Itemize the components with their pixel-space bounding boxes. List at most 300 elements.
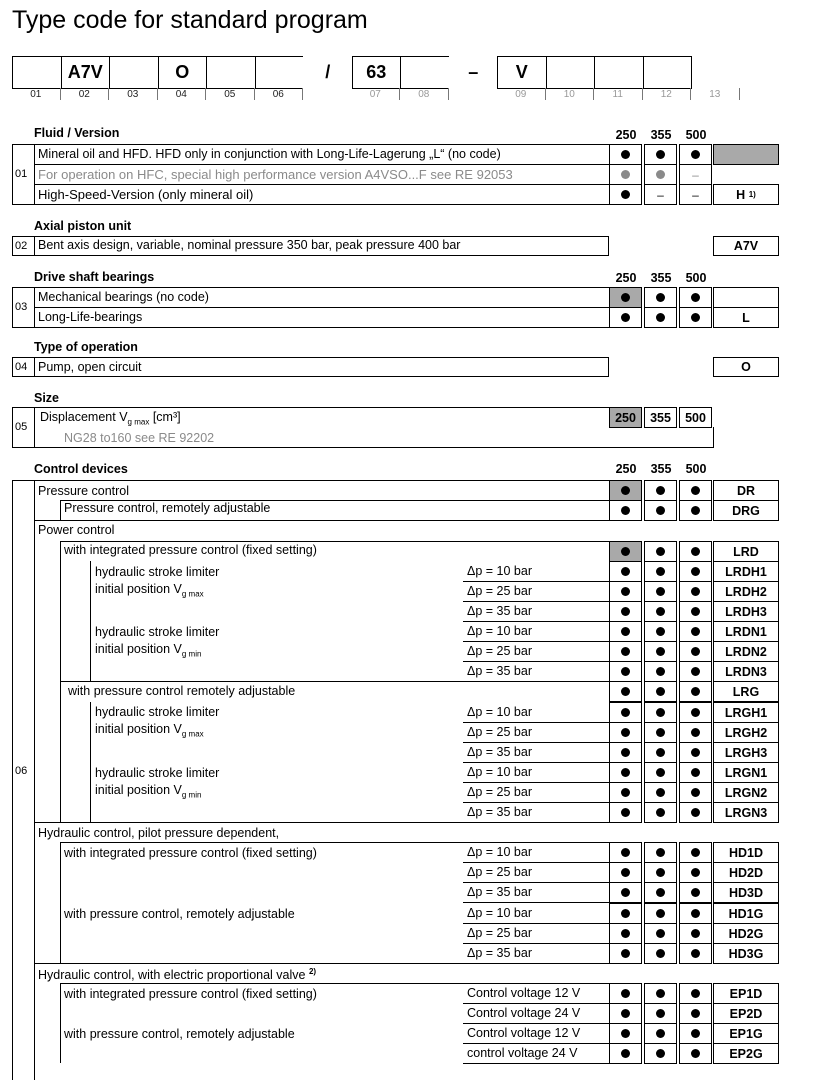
availability-dot	[621, 627, 630, 636]
availability-dot	[691, 150, 700, 159]
control-dot-cell-355	[644, 923, 677, 944]
control-dot-cell-355	[644, 802, 677, 823]
control-dot-cell-355	[644, 561, 677, 582]
control-dot-cell-500	[679, 943, 712, 964]
bearings-r1-500	[679, 287, 712, 308]
control-code: HD2D	[713, 862, 779, 883]
control-dot-cell-250	[609, 541, 642, 562]
fluid-code-high-speed	[713, 184, 779, 205]
position-number: 02	[61, 88, 110, 100]
row-number-04: 04	[15, 361, 28, 373]
operation-code: O	[713, 357, 779, 377]
control-dot-cell-250	[609, 762, 642, 783]
fluid-r3-500	[679, 184, 712, 205]
control-dot-cell-500	[679, 923, 712, 944]
label-stroke-limiter-2: hydraulic stroke limiter	[95, 625, 220, 639]
control-dot-cell-355	[644, 621, 677, 642]
col-header-250: 250	[615, 128, 637, 142]
label-power-control: Power control	[38, 523, 115, 537]
initial-position-text: initial position V	[95, 783, 182, 797]
control-dot-cell-355	[644, 641, 677, 662]
control-dot-cell-250	[609, 802, 642, 823]
fluid-row-hfc: For operation on HFC, special high performance version A4VSO...F see RE 92053	[38, 167, 513, 182]
availability-dot	[656, 748, 665, 757]
sub-g-min: g min	[181, 790, 202, 800]
control-condition: Δp = 10 bar	[467, 564, 532, 578]
availability-dot	[656, 170, 665, 179]
control-condition: control voltage 24 V	[467, 1046, 578, 1060]
availability-dot	[691, 1049, 700, 1058]
availability-dot	[656, 788, 665, 797]
control-dot-cell-500	[679, 541, 712, 562]
availability-dot	[691, 587, 700, 596]
bearings-r1-250	[609, 287, 642, 308]
label-pressure-control: Pressure control	[38, 484, 130, 498]
availability-dot	[621, 1009, 630, 1018]
control-dot-cell-355	[644, 1023, 677, 1044]
control-condition: Δp = 35 bar	[467, 664, 532, 678]
availability-dot	[691, 647, 700, 656]
control-code: HD2G	[713, 923, 779, 944]
availability-dot	[656, 150, 665, 159]
type-code-box: /	[303, 56, 353, 89]
control-dot-cell-250	[609, 641, 642, 662]
col-header-500: 500	[685, 128, 707, 142]
size-250: 250	[609, 407, 642, 428]
control-dot-cell-500	[679, 802, 712, 823]
availability-dot	[656, 627, 665, 636]
fluid-r2-500	[679, 164, 712, 185]
control-condition: Δp = 25 bar	[467, 584, 532, 598]
control-condition: Δp = 25 bar	[467, 785, 532, 799]
availability-dot	[691, 1009, 700, 1018]
label-hd-remote: with pressure control, remotely adjustable	[64, 907, 295, 921]
control-dot-cell-250	[609, 983, 642, 1004]
bearings-row-long-life: Long-Life-bearings	[38, 310, 143, 324]
availability-dot	[656, 949, 665, 958]
type-code-box: V	[497, 56, 547, 89]
availability-dot	[656, 848, 665, 857]
control-dot-cell-250	[609, 842, 642, 863]
control-dot-cell-250	[609, 782, 642, 803]
availability-dot	[621, 506, 630, 515]
sub-g-max: g max	[181, 589, 204, 599]
control-code: LRGN1	[713, 762, 779, 783]
position-number: 08	[400, 88, 449, 100]
label-ep-remote: with pressure control, remotely adjustable	[64, 1027, 295, 1041]
fluid-r3-250	[609, 184, 642, 205]
availability-dot	[621, 1049, 630, 1058]
availability-dot	[621, 868, 630, 877]
control-condition: Control voltage 12 V	[467, 1026, 581, 1040]
control-code: EP1G	[713, 1023, 779, 1044]
type-code-box	[12, 56, 62, 89]
control-dot-cell-500	[679, 1023, 712, 1044]
type-code-box: 63	[352, 56, 402, 89]
control-dot-cell-500	[679, 1003, 712, 1024]
control-condition: Δp = 10 bar	[467, 765, 532, 779]
availability-dot	[691, 607, 700, 616]
availability-dot	[691, 929, 700, 938]
control-dot-cell-355	[644, 1043, 677, 1064]
availability-dot	[691, 808, 700, 817]
section-axial-title: Axial piston unit	[34, 219, 132, 233]
axial-code: A7V	[713, 236, 779, 256]
control-dot-cell-500	[679, 601, 712, 622]
label-hydraulic-electric	[38, 967, 316, 982]
control-code: LRGH1	[713, 702, 779, 723]
control-dot-cell-250	[609, 1043, 642, 1064]
availability-dot	[656, 587, 665, 596]
control-dot-cell-355	[644, 1003, 677, 1024]
control-dot-cell-500	[679, 621, 712, 642]
availability-dot	[691, 293, 700, 302]
label-hd-integrated: with integrated pressure control (fixed setting)	[64, 846, 317, 860]
availability-dot	[691, 567, 700, 576]
fluid-r2-250	[609, 164, 642, 185]
control-condition: Δp = 35 bar	[467, 946, 532, 960]
control-condition: Control voltage 12 V	[467, 986, 581, 1000]
control-dot-cell-500	[679, 862, 712, 883]
control-dot-cell-250	[609, 621, 642, 642]
control-dot-cell-250	[609, 500, 642, 521]
fluid-r3-355	[644, 184, 677, 205]
col-header-355: 355	[650, 462, 672, 476]
availability-dot	[656, 1009, 665, 1018]
type-code-box: –	[449, 56, 499, 89]
control-dot-cell-250	[609, 1023, 642, 1044]
control-code: LRDH3	[713, 601, 779, 622]
availability-dot	[621, 687, 630, 696]
control-dot-cell-355	[644, 862, 677, 883]
availability-dot	[691, 909, 700, 918]
control-dot-cell-250	[609, 702, 642, 723]
control-dot-cell-355	[644, 983, 677, 1004]
label-initial-position-2	[95, 642, 201, 659]
position-number: 07	[352, 88, 401, 100]
availability-dot	[621, 708, 630, 717]
footnote-1: 1)	[748, 190, 756, 199]
control-condition: Δp = 25 bar	[467, 725, 532, 739]
control-dot-cell-500	[679, 561, 712, 582]
availability-dot	[621, 667, 630, 676]
control-dot-cell-355	[644, 782, 677, 803]
control-dot-cell-355	[644, 702, 677, 723]
availability-dot	[621, 607, 630, 616]
type-code-box: A7V	[61, 56, 111, 89]
bearings-r1-355	[644, 287, 677, 308]
control-dot-cell-355	[644, 842, 677, 863]
availability-dot	[621, 888, 630, 897]
control-dot-cell-250	[609, 480, 642, 501]
availability-dot	[621, 768, 630, 777]
section-control-title: Control devices	[34, 462, 128, 476]
fluid-row-mineral-oil: Mineral oil and HFD. HFD only in conjunction with Long-Life-Lagerung „L“ (no code)	[38, 147, 501, 161]
availability-dot	[621, 547, 630, 556]
availability-dot	[621, 728, 630, 737]
label-stroke-limiter-3: hydraulic stroke limiter	[95, 705, 220, 719]
position-number: 12	[643, 88, 692, 100]
label-stroke-limiter-4: hydraulic stroke limiter	[95, 766, 220, 780]
availability-dot	[656, 293, 665, 302]
availability-dot	[621, 150, 630, 159]
sub-g-max: g max	[181, 729, 204, 739]
type-code-box	[643, 56, 693, 89]
availability-dot	[621, 647, 630, 656]
availability-dot	[691, 848, 700, 857]
bearings-code-1	[713, 287, 779, 308]
control-condition: Δp = 35 bar	[467, 885, 532, 899]
availability-dot	[691, 949, 700, 958]
col-header-250: 250	[615, 462, 637, 476]
availability-dot	[656, 909, 665, 918]
control-dot-cell-500	[679, 842, 712, 863]
control-dot-cell-250	[609, 581, 642, 602]
label-hydraulic-pilot: Hydraulic control, pilot pressure dependent,	[38, 826, 280, 840]
bearings-r2-500	[679, 307, 712, 328]
control-dot-cell-250	[609, 742, 642, 763]
control-condition: Δp = 10 bar	[467, 906, 532, 920]
control-code: LRGH2	[713, 722, 779, 743]
fluid-row-high-speed: High-Speed-Version (only mineral oil)	[38, 187, 254, 202]
availability-dot	[691, 748, 700, 757]
availability-dot	[656, 929, 665, 938]
unavailable-dash: –	[692, 187, 699, 202]
bearings-r2-355	[644, 307, 677, 328]
unavailable-dash: –	[657, 187, 664, 202]
control-code: EP2D	[713, 1003, 779, 1024]
operation-row-text: Pump, open circuit	[38, 360, 142, 374]
type-code-box: O	[158, 56, 208, 89]
control-code: LRDH1	[713, 561, 779, 582]
availability-dot	[621, 788, 630, 797]
control-dot-cell-355	[644, 742, 677, 763]
availability-dot	[656, 768, 665, 777]
control-dot-cell-500	[679, 681, 712, 702]
control-dot-cell-500	[679, 882, 712, 903]
availability-dot	[691, 768, 700, 777]
control-code: HD3D	[713, 882, 779, 903]
control-dot-cell-250	[609, 561, 642, 582]
size-sub-g-max: g max	[127, 417, 150, 427]
availability-dot	[656, 607, 665, 616]
availability-dot	[621, 909, 630, 918]
availability-dot	[621, 989, 630, 998]
label-stroke-limiter-1: hydraulic stroke limiter	[95, 565, 220, 579]
availability-dot	[621, 1029, 630, 1038]
label-initial-position-3	[95, 722, 204, 739]
control-condition: Δp = 35 bar	[467, 604, 532, 618]
type-code-box	[255, 56, 305, 89]
control-dot-cell-500	[679, 661, 712, 682]
control-code: HD1D	[713, 842, 779, 863]
availability-dot	[621, 313, 630, 322]
availability-dot	[691, 547, 700, 556]
initial-position-text: initial position V	[95, 582, 182, 596]
control-condition: Δp = 10 bar	[467, 624, 532, 638]
availability-dot	[656, 808, 665, 817]
control-code: EP2G	[713, 1043, 779, 1064]
axial-row-text: Bent axis design, variable, nominal pressure 350 bar, peak pressure 400 bar	[38, 238, 461, 252]
control-dot-cell-500	[679, 742, 712, 763]
section-size-title: Size	[34, 391, 60, 405]
control-dot-cell-500	[679, 983, 712, 1004]
availability-dot	[691, 667, 700, 676]
control-dot-cell-250	[609, 903, 642, 924]
availability-dot	[691, 313, 700, 322]
control-condition: Δp = 10 bar	[467, 845, 532, 859]
control-code: LRDH2	[713, 581, 779, 602]
availability-dot	[691, 506, 700, 515]
control-dot-cell-355	[644, 601, 677, 622]
control-dot-cell-250	[609, 943, 642, 964]
control-code: HD3G	[713, 943, 779, 964]
control-dot-cell-250	[609, 681, 642, 702]
label-initial-position-4	[95, 783, 201, 800]
row-number-05: 05	[15, 421, 28, 433]
size-355: 355	[644, 407, 677, 428]
control-dot-cell-500	[679, 702, 712, 723]
position-number: 11	[594, 88, 643, 100]
availability-dot	[621, 293, 630, 302]
control-code: EP1D	[713, 983, 779, 1004]
label-lr-integrated: with integrated pressure control (fixed setting)	[64, 543, 317, 557]
control-code: LRDN2	[713, 641, 779, 662]
control-condition: Δp = 25 bar	[467, 926, 532, 940]
col-header-355: 355	[650, 271, 672, 285]
col-header-250: 250	[615, 271, 637, 285]
control-dot-cell-500	[679, 500, 712, 521]
col-header-500: 500	[685, 271, 707, 285]
size-note: NG28 to160 see RE 92202	[64, 431, 215, 445]
availability-dot	[656, 728, 665, 737]
control-code: LRD	[713, 541, 779, 562]
availability-dot	[656, 486, 665, 495]
control-dot-cell-500	[679, 480, 712, 501]
control-dot-cell-500	[679, 903, 712, 924]
control-dot-cell-500	[679, 641, 712, 662]
availability-dot	[621, 587, 630, 596]
control-dot-cell-500	[679, 1043, 712, 1064]
size-displacement-label	[40, 410, 181, 427]
availability-dot	[621, 567, 630, 576]
control-dot-cell-355	[644, 903, 677, 924]
availability-dot	[656, 313, 665, 322]
row-bracket-06	[12, 480, 34, 1080]
control-condition: Control voltage 24 V	[467, 1006, 581, 1020]
control-code: LRGN3	[713, 802, 779, 823]
availability-dot	[621, 486, 630, 495]
fluid-r1-250	[609, 144, 642, 165]
control-dot-cell-500	[679, 722, 712, 743]
availability-dot	[656, 989, 665, 998]
control-code: LRDN1	[713, 621, 779, 642]
availability-dot	[656, 667, 665, 676]
availability-dot	[621, 190, 630, 199]
initial-position-text: initial position V	[95, 642, 182, 656]
size-500: 500	[679, 407, 712, 428]
row-number-03: 03	[15, 301, 28, 313]
page-title: Type code for standard program	[12, 6, 368, 34]
row-number-01: 01	[15, 168, 28, 180]
availability-dot	[621, 929, 630, 938]
initial-position-text: initial position V	[95, 722, 182, 736]
label-lr-remote: with pressure control remotely adjustable	[68, 684, 296, 698]
availability-dot	[621, 748, 630, 757]
availability-dot	[656, 888, 665, 897]
control-condition: Δp = 25 bar	[467, 865, 532, 879]
col-header-500: 500	[685, 462, 707, 476]
label-ep-integrated: with integrated pressure control (fixed setting)	[64, 987, 317, 1001]
control-dot-cell-355	[644, 661, 677, 682]
control-dot-cell-355	[644, 500, 677, 521]
availability-dot	[691, 708, 700, 717]
control-code: DRG	[713, 500, 779, 521]
control-dot-cell-250	[609, 1003, 642, 1024]
availability-dot	[691, 687, 700, 696]
control-dot-cell-355	[644, 541, 677, 562]
size-unit: [cm³]	[149, 410, 181, 424]
position-number: 04	[158, 88, 207, 100]
control-dot-cell-250	[609, 722, 642, 743]
control-dot-cell-250	[609, 601, 642, 622]
fluid-code-shaded	[713, 144, 779, 165]
availability-dot	[621, 949, 630, 958]
label-pressure-remote: Pressure control, remotely adjustable	[64, 501, 271, 515]
availability-dot	[691, 486, 700, 495]
footnote-2: 2)	[308, 967, 317, 976]
control-dot-cell-250	[609, 882, 642, 903]
control-code: HD1G	[713, 903, 779, 924]
col-header-355: 355	[650, 128, 672, 142]
availability-dot	[656, 567, 665, 576]
sub-g-min: g min	[181, 649, 202, 659]
control-condition: Δp = 25 bar	[467, 644, 532, 658]
control-condition: Δp = 10 bar	[467, 705, 532, 719]
control-code: LRGH3	[713, 742, 779, 763]
type-code-box	[400, 56, 450, 89]
bearings-row-mechanical: Mechanical bearings (no code)	[38, 290, 209, 304]
availability-dot	[656, 687, 665, 696]
availability-dot	[691, 989, 700, 998]
availability-dot	[656, 708, 665, 717]
control-dot-cell-500	[679, 581, 712, 602]
control-condition: Δp = 35 bar	[467, 805, 532, 819]
type-code-box	[206, 56, 256, 89]
fluid-r1-500	[679, 144, 712, 165]
fluid-r1-355	[644, 144, 677, 165]
control-dot-cell-355	[644, 943, 677, 964]
row-number-06: 06	[15, 765, 28, 777]
control-dot-cell-355	[644, 762, 677, 783]
bearings-code-long-life: L	[713, 307, 779, 328]
availability-dot	[621, 848, 630, 857]
position-number: 06	[255, 88, 304, 100]
position-number: 13	[691, 88, 740, 100]
control-code: LRDN3	[713, 661, 779, 682]
availability-dot	[656, 647, 665, 656]
control-dot-cell-355	[644, 581, 677, 602]
availability-dot	[656, 506, 665, 515]
control-dot-cell-250	[609, 661, 642, 682]
control-dot-cell-355	[644, 722, 677, 743]
type-code-box	[594, 56, 644, 89]
section-operation-title: Type of operation	[34, 340, 138, 354]
bearings-r2-250	[609, 307, 642, 328]
control-dot-cell-500	[679, 782, 712, 803]
control-dot-cell-355	[644, 882, 677, 903]
control-dot-cell-500	[679, 762, 712, 783]
